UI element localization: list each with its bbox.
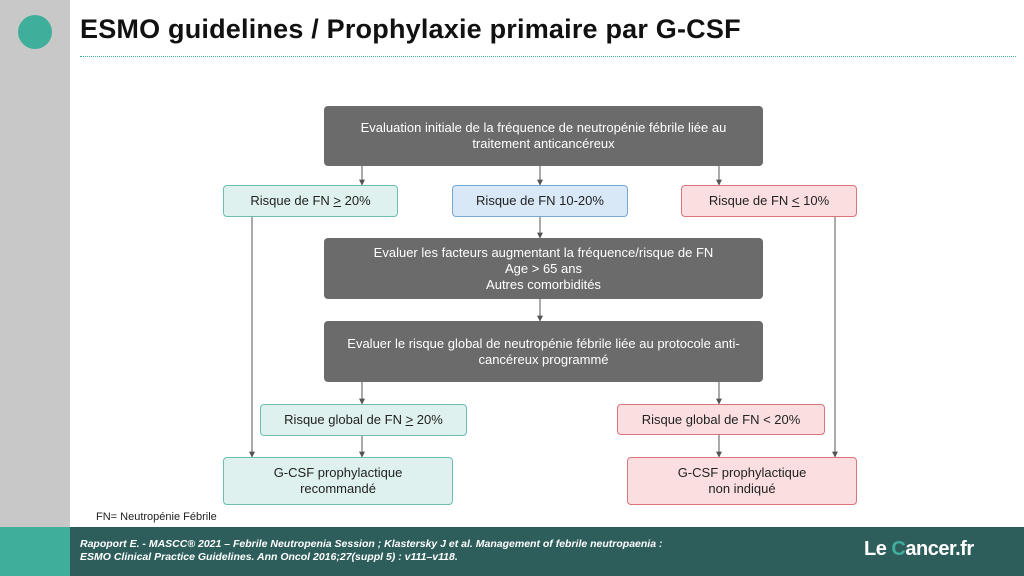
initial-evaluation-text: Evaluation initiale de la fréquence de neutropénie fébrile liée au traitement anticancéreux [360, 120, 727, 151]
gcsf-recommended-box [223, 457, 453, 505]
initial-evaluation-box [324, 106, 763, 166]
risk-low-operator: < [791, 193, 800, 208]
abbreviation-footnote: FN= Neutropénie Fébrile [96, 511, 217, 523]
factors-line-1: Evaluer les facteurs augmentant la fréquence/risque de FN [373, 244, 714, 260]
brand-prefix: Le [864, 538, 892, 560]
global-high-box [260, 404, 467, 436]
risk-low-value: 10% [799, 193, 830, 208]
global-high-operator: > [405, 412, 414, 427]
slide-title: ESMO guidelines / Prophylaxie primaire par G-CSF [80, 14, 741, 44]
gcsf-recommended-line-1: G-CSF prophylactique [273, 465, 403, 480]
risk-low-box [681, 185, 857, 217]
brand-logo [864, 538, 974, 561]
brand-mark: C [891, 538, 906, 560]
gcsf-not-indicated-line-1: G-CSF prophylactique [677, 465, 807, 480]
risk-low-prefix: Risque de FN [708, 193, 792, 208]
reference-line-2: ESMO Clinical Practice Guidelines. Ann Oncol 2016;27(suppl 5) : v111–v118. [80, 551, 458, 563]
risk-high-prefix: Risque de FN [250, 193, 334, 208]
factors-box [324, 238, 763, 299]
factors-line-3: Autres comorbidités [486, 276, 601, 292]
risk-high-text [250, 193, 370, 209]
global-high-prefix: Risque global de FN [284, 412, 406, 427]
brand-suffix: ancer.fr [905, 538, 974, 560]
global-low-box [617, 404, 825, 435]
risk-high-value: 20% [341, 193, 371, 208]
gcsf-not-indicated-box [627, 457, 857, 505]
gcsf-not-indicated-line-2: non indiqué [708, 481, 776, 496]
gcsf-recommended-line-2: recommandé [300, 481, 376, 496]
reference-text [80, 538, 662, 564]
footer-accent [0, 527, 70, 576]
risk-high-operator: > [333, 193, 342, 208]
global-high-value: 20% [413, 412, 443, 427]
global-low-text: Risque global de FN < 20% [641, 411, 801, 427]
global-evaluation-text: Evaluer le risque global de neutropénie fébrile liée au protocole anti-cancéreux programmé [347, 335, 740, 367]
risk-high-box [223, 185, 398, 217]
factors-line-2: Age > 65 ans [505, 260, 582, 276]
global-high-text [284, 412, 443, 428]
risk-mid-box [452, 185, 628, 217]
global-evaluation-box [324, 321, 763, 382]
reference-line-1: Rapoport E. - MASCC® 2021 – Febrile Neutropenia Session ; Klastersky J et al. Management of febrile neutropaenia : [80, 538, 663, 550]
risk-low-text [709, 193, 829, 209]
risk-mid-text: Risque de FN 10-20% [476, 193, 604, 208]
